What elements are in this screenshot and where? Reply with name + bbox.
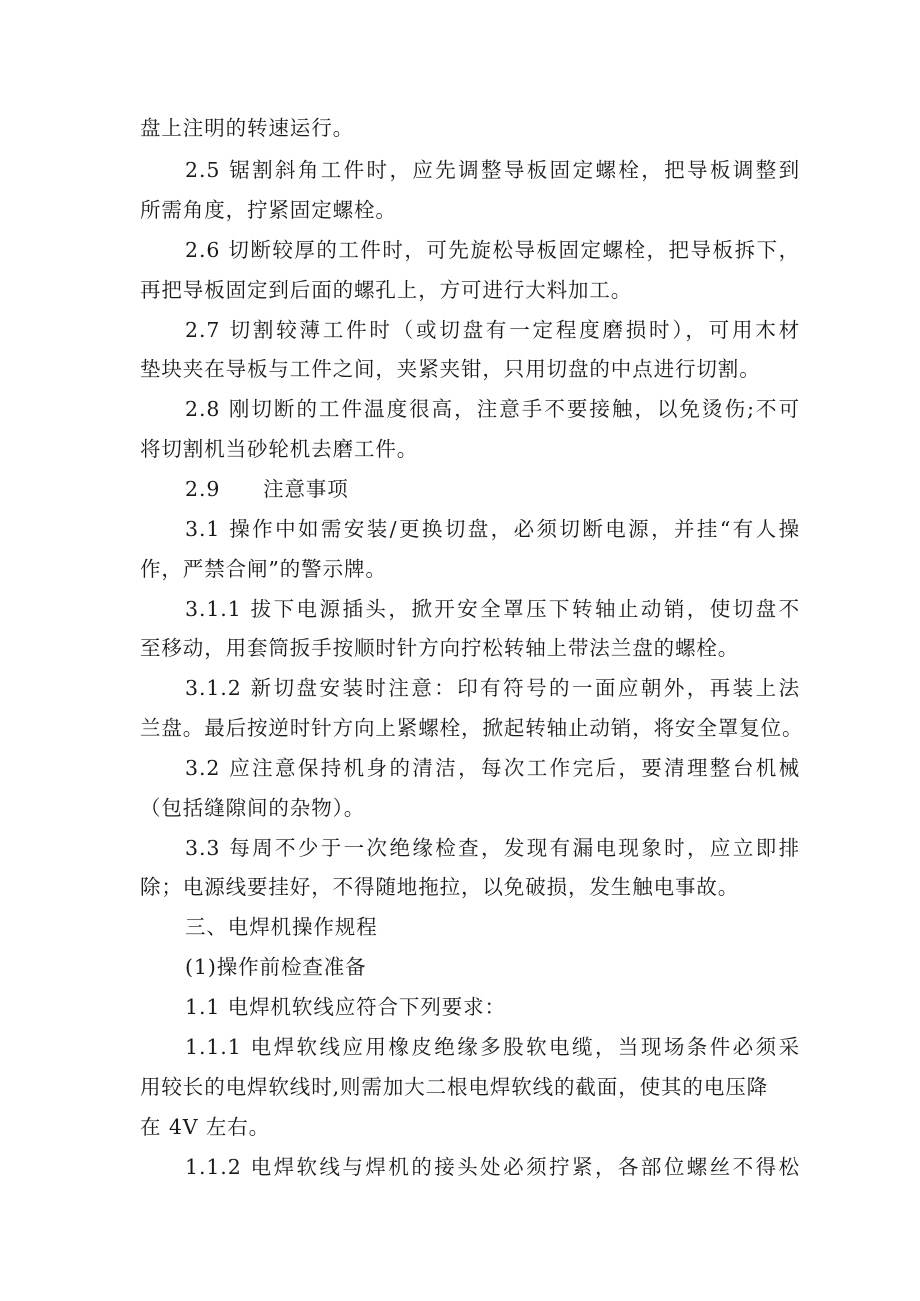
paragraph-line: 垫块夹在导板与工件之间，夹紧夹钳，只用切盘的中点进行切割。 [140, 357, 761, 381]
section-heading: 2.9 注意事项 [185, 477, 349, 501]
paragraph-line: 再把导板固定到后面的螺孔上，方可进行大料加工。 [140, 278, 633, 302]
paragraph-line: 用较长的电焊软线时,则需加大二根电焊软线的截面，使其的电压降 [140, 1075, 769, 1099]
paragraph-line: 3.2 应注意保持机身的清洁，每次工作完后，要清理整台机械 [185, 756, 800, 780]
paragraph-line: 3.1 操作中如需安装/更换切盘，必须切断电源，并挂“有人操 [185, 517, 800, 541]
paragraph-line: 除；电源线要挂好，不得随地拖拉，以免破损，发生触电事故。 [140, 875, 740, 899]
paragraph-line: （包括缝隙间的杂物）。 [140, 796, 366, 820]
subsection-heading: (1)操作前检查准备 [185, 955, 367, 979]
paragraph-line: 2.5 锯割斜角工件时，应先调整导板固定螺栓，把导板调整到 [185, 158, 800, 182]
paragraph-line: 盘上注明的转速运行。 [140, 116, 354, 140]
paragraph-line: 1.1.1 电焊软线应用橡皮绝缘多股软电缆，当现场条件必须采 [185, 1035, 800, 1059]
paragraph-line: 1.1 电焊机软线应符合下列要求： [185, 995, 506, 1019]
paragraph-line: 2.7 切割较薄工件时（或切盘有一定程度磨损时），可用木材 [185, 318, 800, 342]
paragraph-line: 在 4V 左右。 [140, 1115, 271, 1139]
paragraph-line: 3.1.1 拔下电源插头，掀开安全罩压下转轴止动销，使切盘不 [185, 597, 800, 621]
paragraph-line: 2.8 刚切断的工件温度很高，注意手不要接触，以免烫伤;不可 [185, 397, 800, 421]
paragraph-line: 1.1.2 电焊软线与焊机的接头处必须拧紧，各部位螺丝不得松 [185, 1155, 800, 1179]
paragraph-line: 至移动，用套筒扳手按顺时针方向拧松转轴上带法兰盘的螺栓。 [140, 636, 740, 660]
paragraph-line: 将切割机当砂轮机去磨工件。 [140, 437, 419, 461]
paragraph-line: 2.6 切断较厚的工件时，可先旋松导板固定螺栓，把导板拆下， [185, 238, 800, 262]
paragraph-line: 作，严禁合闸”的警示牌。 [140, 557, 387, 581]
paragraph-line: 所需角度，拧紧固定螺栓。 [140, 198, 397, 222]
paragraph-line: 兰盘。最后按逆时针方向上紧螺栓，掀起转轴止动销，将安全罩复位。 [140, 716, 804, 740]
section-heading: 三、电焊机操作规程 [185, 915, 378, 939]
paragraph-line: 3.3 每周不少于一次绝缘检查，发现有漏电现象时，应立即排 [185, 836, 800, 860]
paragraph-line: 3.1.2 新切盘安装时注意：印有符号的一面应朝外，再装上法 [185, 676, 800, 700]
